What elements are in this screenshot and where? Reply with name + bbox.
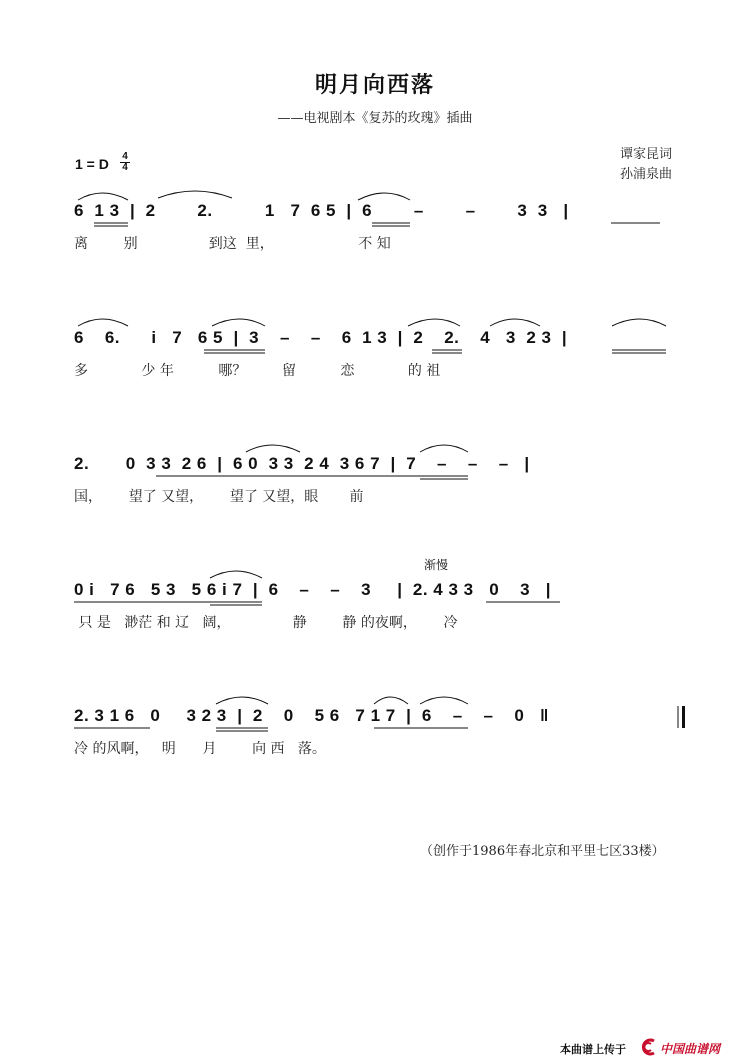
subtitle: ——电视剧本《复苏的玫瑰》插曲 xyxy=(277,111,473,126)
score-line-3-lyrics: 国， 望了 又望， 望了 又望，眼 前 xyxy=(74,489,364,505)
lyricist-credit: 谭家昆词 xyxy=(620,147,673,162)
meter-bottom: 4 xyxy=(122,162,128,173)
meter-top: 4 xyxy=(122,151,128,162)
score-line-2-lyrics: 多 少 年 哪？ 留 恋 的 祖 xyxy=(74,363,441,379)
composer-credit: 孙浦泉曲 xyxy=(620,167,673,182)
score-line-2-notes: 6 6. i 7 6 5 | 3 – – 6 1 3 | 2 2. 4 3 2 3 | xyxy=(74,328,568,347)
upload-label: 本曲谱上传于 xyxy=(560,1043,626,1056)
tempo-marking: 渐慢 xyxy=(424,558,449,572)
score-line-1-lyrics: 离 别 到这 里， 不 知 xyxy=(74,236,391,252)
score-line-3-notes: 2. 0 3 3 2 6 | 6 0 3 3 2 4 3 6 7 | 7 – – – | xyxy=(74,454,530,473)
site-logo-icon xyxy=(640,1038,658,1056)
score-line-4-notes: 0 i 7 6 5 3 5 6 i 7 | 6 – – 3 | 2. 4 3 3 0 3 | xyxy=(74,580,552,599)
score-line-4-lyrics: 只 是 渺茫 和 辽 阔， 静 静 的夜啊， 冷 xyxy=(74,615,458,631)
composition-note: （创作于1986年春北京和平里七区33楼） xyxy=(420,844,665,859)
key-signature: 1 = D xyxy=(75,156,109,172)
score-line-5-notes: 2. 3 1 6 0 3 2 3 | 2 0 5 6 7 1 7 | 6 – – 0 ‖ xyxy=(74,706,549,725)
score-line-1-notes: 6 1 3 | 2 2. 1 7 6 5 | 6 – – 3 3 | xyxy=(74,201,569,220)
site-name[interactable]: 中国曲谱网 xyxy=(660,1042,721,1056)
page-title: 明月向西落 xyxy=(314,72,435,98)
score-line-5-lyrics: 冷 的风啊， 明 月 向 西 落。 xyxy=(74,741,326,757)
